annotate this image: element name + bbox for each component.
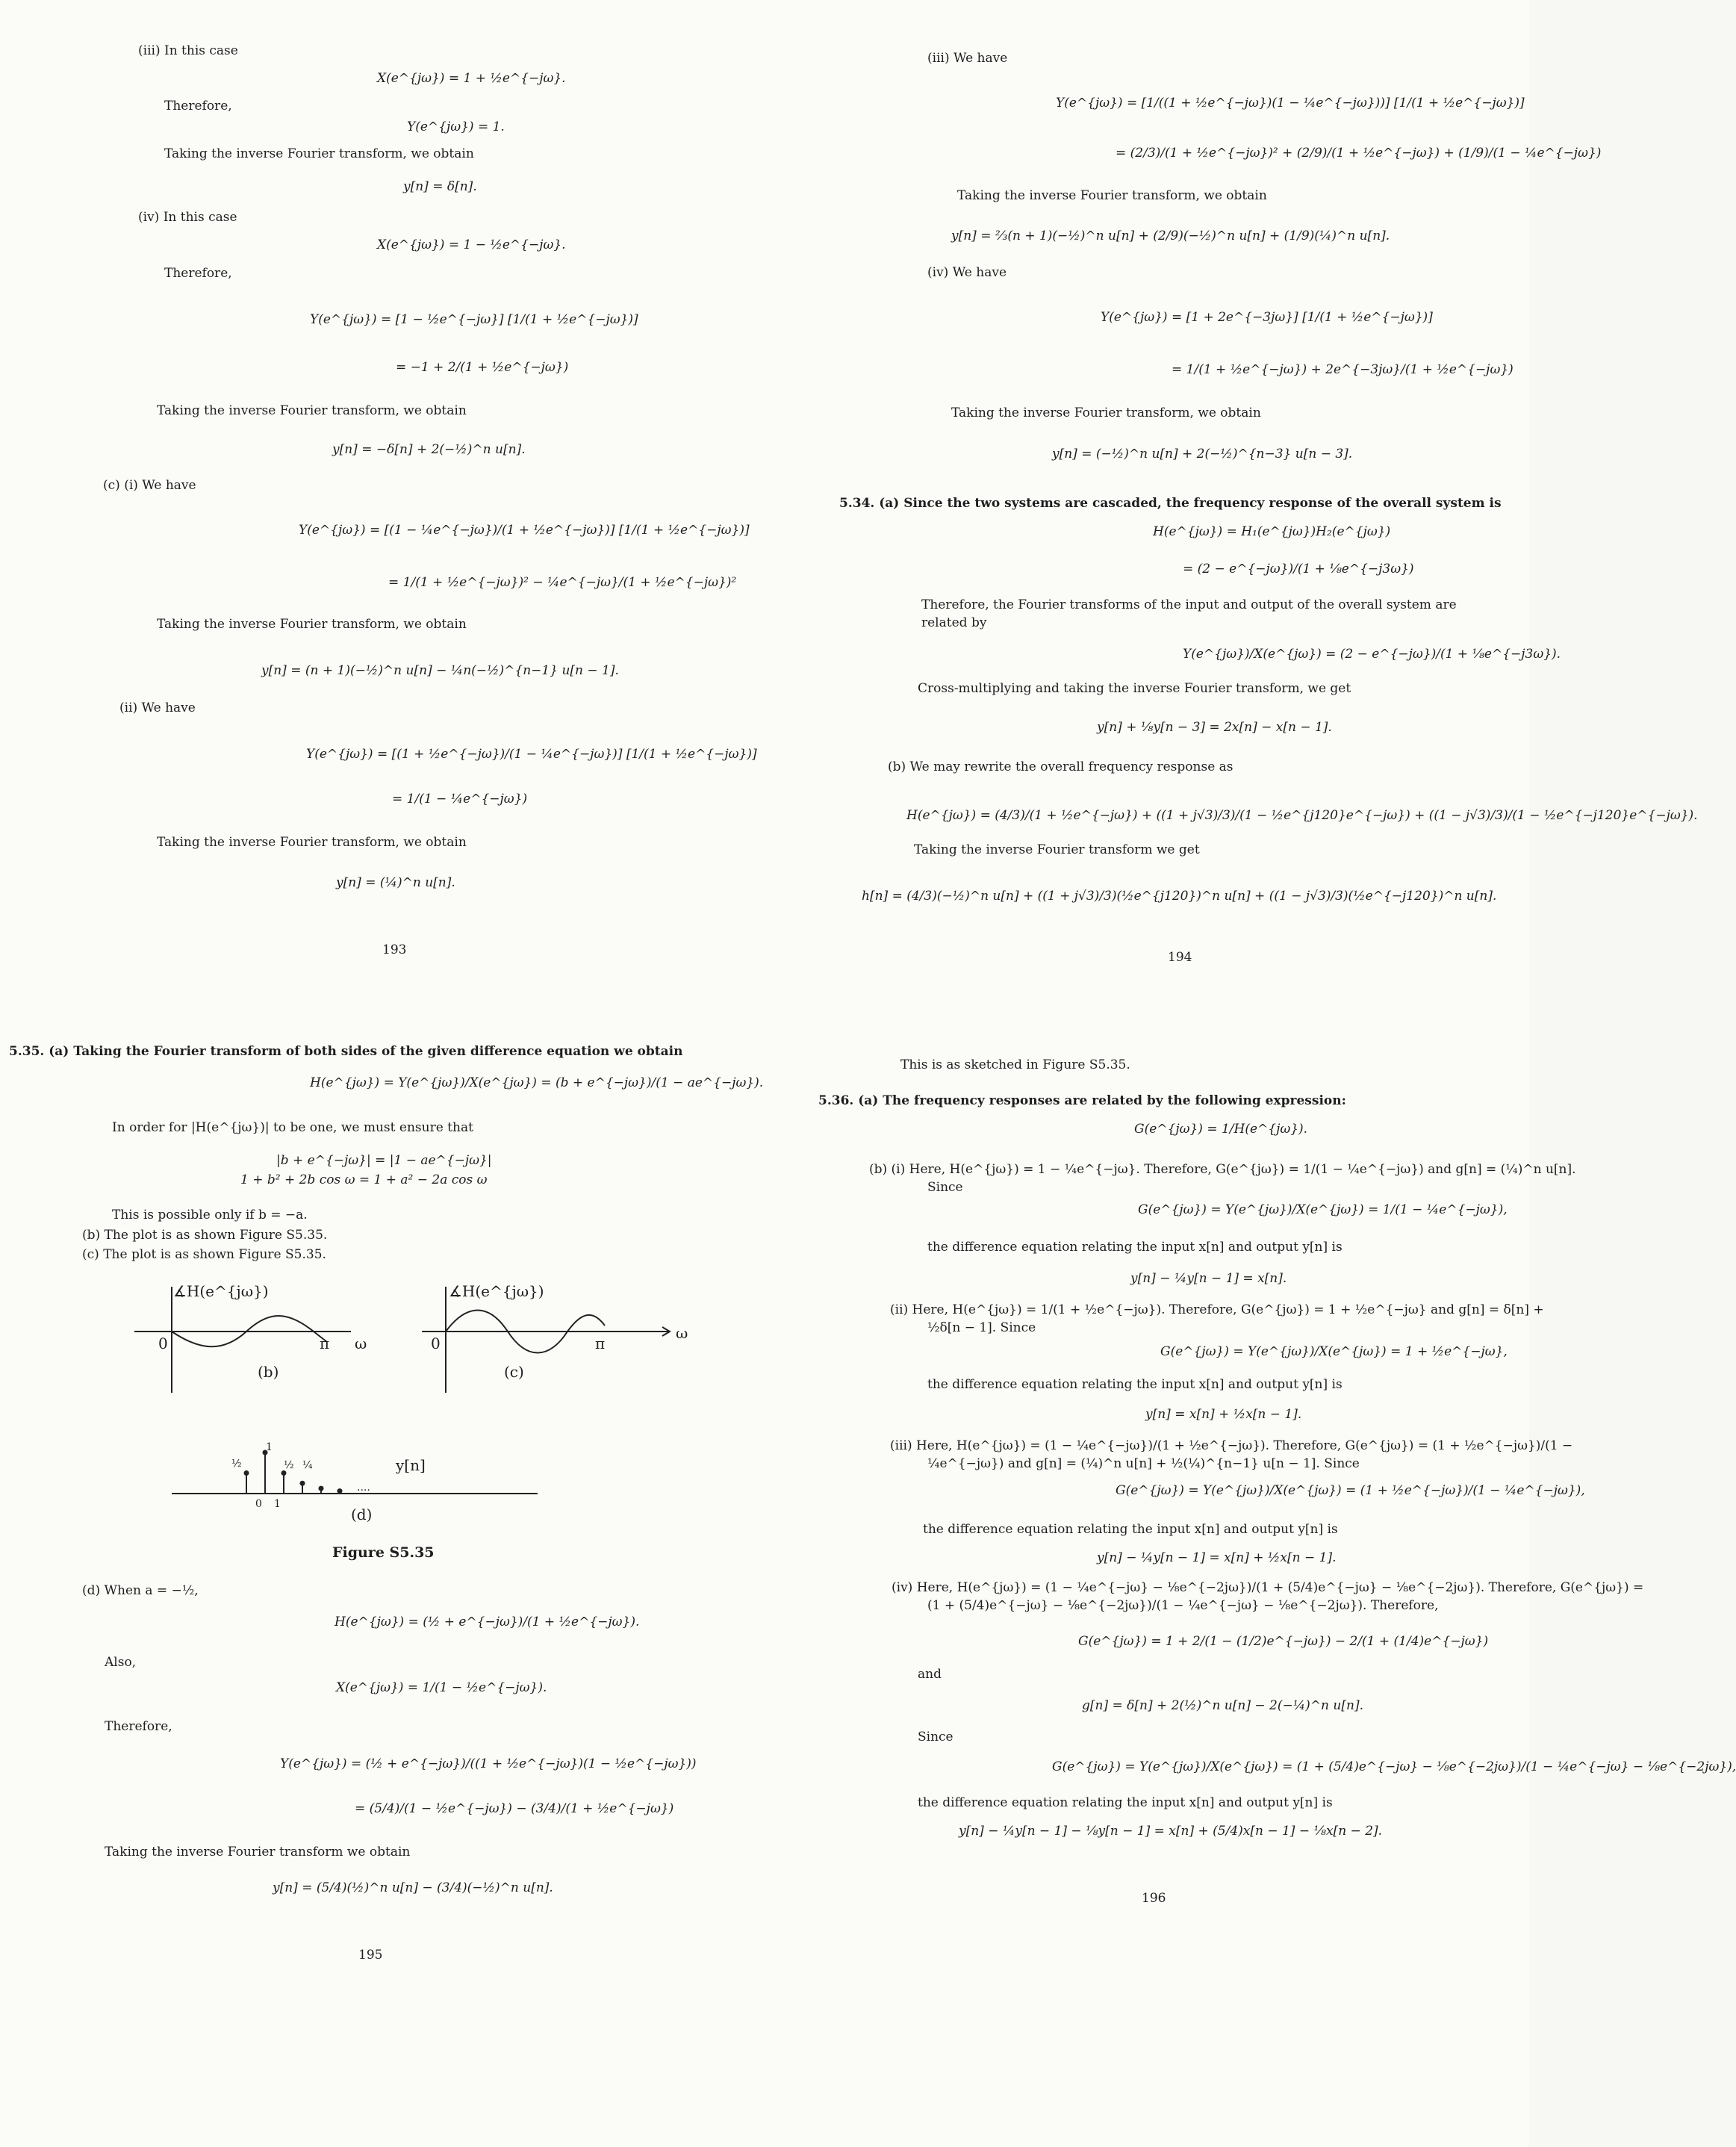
- text-line: ¼e^{−jω}) and g[n] = (¼)^n u[n] + ½(¼)^{n−1} u[n − 1]. Since: [927, 1456, 1360, 1471]
- pi-label: π: [595, 1335, 606, 1352]
- text-line: Therefore,: [164, 99, 232, 114]
- omega-label: ω: [676, 1324, 688, 1342]
- equation: = (5/4)/(1 − ½e^{−jω}) − (3/4)/(1 + ½e^{−jω}): [355, 1801, 674, 1816]
- equation: y[n] = δ[n].: [403, 179, 477, 194]
- tick-label-one: 1: [274, 1498, 281, 1510]
- text-line: (b) (i) Here, H(e^{jω}) = 1 − ¼e^{−jω}. Therefore, G(e^{jω}) = 1/(1 − ¼e^{−jω}) and g[n] = (¼)^n u[n].: [869, 1162, 1576, 1177]
- equation: y[n] − ¼y[n − 1] = x[n].: [1130, 1271, 1287, 1286]
- text-line: the difference equation relating the input x[n] and output y[n] is: [927, 1377, 1343, 1392]
- equation: y[n] + ⅛y[n − 3] = 2x[n] − x[n − 1].: [1097, 720, 1332, 735]
- equation: y[n] = (5/4)(½)^n u[n] − (3/4)(−½)^n u[n].: [273, 1880, 553, 1895]
- stem-marker: [300, 1481, 305, 1486]
- equation: y[n] = −δ[n] + 2(−½)^n u[n].: [332, 442, 526, 457]
- text-line: the difference equation relating the input x[n] and output y[n] is: [918, 1795, 1333, 1810]
- text-line: Taking the inverse Fourier transform, we obtain: [957, 188, 1267, 203]
- page-194: [765, 0, 1698, 1023]
- figure-caption: Figure S5.35: [332, 1544, 435, 1561]
- phase-axis-label: ∡H(e^{jω}): [173, 1282, 269, 1300]
- equation: y[n] = (¼)^n u[n].: [336, 875, 455, 890]
- text-line: (iv) Here, H(e^{jω}) = (1 − ¼e^{−jω} − ⅛e^{−2jω})/(1 + (5/4)e^{−jω} − ⅛e^{−2jω}). Therefore, G(e^{jω}) =: [892, 1580, 1644, 1595]
- stem-plot-d: [172, 1441, 545, 1523]
- problem-heading: 5.34. (a) Since the two systems are cascaded, the frequency response of the overall system is: [839, 496, 1502, 511]
- text-line: (iv) In this case: [138, 210, 237, 225]
- origin-label: 0: [431, 1335, 441, 1352]
- text-line: (d) When a = −½,: [82, 1583, 199, 1598]
- page-number: 195: [358, 1948, 383, 1963]
- phase-axis-label: ∡H(e^{jω}): [449, 1282, 544, 1300]
- text-line: (b) We may rewrite the overall frequency response as: [888, 759, 1233, 774]
- equation: X(e^{jω}) = 1 + ½e^{−jω}.: [377, 71, 566, 86]
- pi-label: π: [320, 1335, 330, 1352]
- equation: y[n] = (−½)^n u[n] + 2(−½)^{n−3} u[n − 3].: [1052, 447, 1353, 462]
- stem-marker: [244, 1470, 249, 1476]
- text-line: Taking the inverse Fourier transform we get: [914, 842, 1200, 857]
- equation: h[n] = (4/3)(−½)^n u[n] + ((1 + j√3)/3)(½e^{j120})^n u[n] + ((1 − j√3)/3)(½e^{−j120})^n u[n].: [862, 889, 1497, 904]
- equation: = 1/(1 + ½e^{−jω}) + 2e^{−3jω}/(1 + ½e^{−jω}): [1172, 362, 1513, 377]
- omega-label: ω: [355, 1335, 367, 1352]
- text-line: Taking the inverse Fourier transform, we obtain: [164, 146, 474, 161]
- equation: Y(e^{jω}) = (½ + e^{−jω})/((1 + ½e^{−jω})(1 − ½e^{−jω})): [280, 1756, 697, 1771]
- equation: G(e^{jω}) = Y(e^{jω})/X(e^{jω}) = 1 + ½e^{−jω},: [1160, 1344, 1508, 1359]
- text-line: Since: [918, 1730, 953, 1744]
- equation: y[n] − ¼y[n − 1] = x[n] + ½x[n − 1].: [1097, 1550, 1337, 1565]
- text-line: (ii) Here, H(e^{jω}) = 1/(1 + ½e^{−jω}). Therefore, G(e^{jω}) = 1 + ½e^{−jω} and g[n] = δ[n] +: [890, 1302, 1544, 1317]
- equation: y[n] = x[n] + ½x[n − 1].: [1145, 1407, 1302, 1422]
- text-line: related by: [921, 615, 987, 630]
- text-line: Taking the inverse Fourier transform we obtain: [105, 1845, 411, 1859]
- phase-plot-b: [134, 1281, 373, 1393]
- equation: G(e^{jω}) = 1/H(e^{jω}).: [1134, 1122, 1308, 1137]
- text-line: and: [918, 1667, 942, 1682]
- equation: H(e^{jω}) = Y(e^{jω})/X(e^{jω}) = (b + e^{−jω})/(1 − ae^{−jω}).: [310, 1075, 764, 1090]
- text-line: (c) (i) We have: [103, 478, 196, 493]
- equation: 1 + b² + 2b cos ω = 1 + a² − 2a cos ω: [240, 1172, 488, 1187]
- stem-label-one: 1: [266, 1441, 273, 1453]
- equation: |b + e^{−jω}| = |1 − ae^{−jω}|: [276, 1153, 492, 1168]
- equation: Y(e^{jω}) = [1/((1 + ½e^{−jω})(1 − ¼e^{−jω}))] [1/(1 + ½e^{−jω})]: [1056, 96, 1525, 111]
- equation: H(e^{jω}) = H₁(e^{jω})H₂(e^{jω}): [1153, 524, 1391, 539]
- equation: y[n] = (n + 1)(−½)^n u[n] − ¼n(−½)^{n−1} u[n − 1].: [261, 663, 619, 678]
- text-line: (iii) We have: [927, 51, 1008, 66]
- text-line: (iii) Here, H(e^{jω}) = (1 − ¼e^{−jω})/(1 + ½e^{−jω}). Therefore, G(e^{jω}) = (1 + ½e^{−jω})/(1 −: [890, 1438, 1573, 1453]
- subfigure-tag: (b): [258, 1363, 279, 1381]
- stem-label-half: ½: [231, 1458, 242, 1470]
- stem-axis-label: y[n]: [396, 1456, 426, 1474]
- text-line: (1 + (5/4)e^{−jω} − ⅛e^{−2jω})/(1 − ¼e^{−jω} − ⅛e^{−2jω}). Therefore,: [927, 1598, 1439, 1613]
- text-line: In order for |H(e^{jω})| to be one, we must ensure that: [112, 1120, 473, 1135]
- equation: Y(e^{jω}) = [(1 + ½e^{−jω})/(1 − ¼e^{−jω})] [1/(1 + ½e^{−jω})]: [306, 747, 757, 762]
- problem-heading: 5.35. (a) Taking the Fourier transform of both sides of the given difference equation we obtain: [9, 1044, 683, 1059]
- text-line: (ii) We have: [119, 700, 196, 715]
- equation: G(e^{jω}) = Y(e^{jω})/X(e^{jω}) = (1 + ½e^{−jω})/(1 − ¼e^{−jω}),: [1116, 1483, 1585, 1498]
- tick-label-zero: 0: [255, 1498, 262, 1510]
- text-line: Therefore,: [164, 266, 232, 281]
- text-line: Taking the inverse Fourier transform, we obtain: [157, 835, 467, 850]
- text-line: Since: [927, 1180, 963, 1195]
- equation: Y(e^{jω}) = [1 + 2e^{−3jω}] [1/(1 + ½e^{−jω})]: [1101, 310, 1433, 325]
- equation: G(e^{jω}) = 1 + 2/(1 − (1/2)e^{−jω}) − 2/(1 + (1/4)e^{−jω}): [1078, 1634, 1489, 1649]
- text-line: (c) The plot is as shown Figure S5.35.: [82, 1247, 326, 1262]
- text-line: Therefore,: [105, 1719, 172, 1734]
- text-line: the difference equation relating the input x[n] and output y[n] is: [927, 1240, 1343, 1255]
- text-line: Taking the inverse Fourier transform, we obtain: [157, 617, 467, 632]
- subfigure-tag: (d): [351, 1506, 373, 1523]
- page-195: [0, 1023, 765, 2147]
- subfigure-tag: (c): [504, 1363, 524, 1381]
- equation: Y(e^{jω}) = [(1 − ¼e^{−jω})/(1 + ½e^{−jω})] [1/(1 + ½e^{−jω})]: [299, 523, 750, 538]
- equation: = 1/(1 + ½e^{−jω})² − ¼e^{−jω}/(1 + ½e^{−jω})²: [388, 575, 737, 590]
- text-line: (iii) In this case: [138, 43, 238, 58]
- text-line: This is possible only if b = −a.: [112, 1208, 308, 1222]
- equation: Y(e^{jω}) = 1.: [407, 119, 505, 134]
- page-number: 194: [1168, 950, 1192, 965]
- equation: y[n] = ⅔(n + 1)(−½)^n u[n] + (2/9)(−½)^n u[n] + (1/9)(¼)^n u[n].: [951, 229, 1390, 243]
- text-line: the difference equation relating the input x[n] and output y[n] is: [923, 1522, 1338, 1537]
- stem-marker: [337, 1488, 343, 1494]
- text-line: Also,: [105, 1655, 137, 1670]
- text-line: Taking the inverse Fourier transform, we obtain: [157, 403, 467, 418]
- equation: G(e^{jω}) = Y(e^{jω})/X(e^{jω}) = 1/(1 − ¼e^{−jω}),: [1138, 1202, 1508, 1217]
- equation: G(e^{jω}) = Y(e^{jω})/X(e^{jω}) = (1 + (5/4)e^{−jω} − ⅛e^{−2jω})/(1 − ¼e^{−jω} − ⅛e^{−2jω}),: [1052, 1759, 1736, 1774]
- text-line: Therefore, the Fourier transforms of the input and output of the overall system are: [921, 597, 1457, 612]
- equation: X(e^{jω}) = 1/(1 − ½e^{−jω}).: [336, 1680, 547, 1695]
- stem-label-half: ½: [284, 1459, 294, 1471]
- equation: X(e^{jω}) = 1 − ½e^{−jω}.: [377, 237, 566, 252]
- page-number: 193: [382, 942, 407, 957]
- equation: H(e^{jω}) = (4/3)/(1 + ½e^{−jω}) + ((1 + j√3)/3)/(1 − ½e^{j120}e^{−jω}) + ((1 − j√3)/3)/(1 − ½e^{−j120}e^{−jω}).: [906, 808, 1698, 823]
- stem-marker: [319, 1486, 324, 1491]
- page-number: 196: [1142, 1891, 1166, 1906]
- stem-label-quarter: ¼: [302, 1459, 313, 1471]
- equation: = (2 − e^{−jω})/(1 + ⅛e^{−j3ω}): [1183, 562, 1414, 577]
- equation: = (2/3)/(1 + ½e^{−jω})² + (2/9)/(1 + ½e^{−jω}) + (1/9)/(1 − ¼e^{−jω}): [1116, 146, 1602, 161]
- equation: = 1/(1 − ¼e^{−jω}): [392, 792, 528, 807]
- equation: H(e^{jω}) = (½ + e^{−jω})/(1 + ½e^{−jω}).: [335, 1615, 640, 1629]
- text-line: (iv) We have: [927, 265, 1007, 280]
- equation: Y(e^{jω}) = [1 − ½e^{−jω}] [1/(1 + ½e^{−jω})]: [310, 312, 638, 327]
- text-line: (b) The plot is as shown Figure S5.35.: [82, 1228, 328, 1243]
- equation: y[n] − ¼y[n − 1] − ⅛y[n − 1] = x[n] + (5/4)x[n − 1] − ⅛x[n − 2].: [959, 1824, 1383, 1839]
- page-193: [0, 0, 765, 1023]
- stem-marker: [281, 1470, 287, 1476]
- page-196: [765, 1023, 1736, 2147]
- text-line: Taking the inverse Fourier transform, we obtain: [951, 406, 1261, 420]
- text-line: This is as sketched in Figure S5.35.: [900, 1057, 1130, 1072]
- equation: g[n] = δ[n] + 2(½)^n u[n] − 2(−¼)^n u[n].: [1082, 1698, 1363, 1713]
- origin-label: 0: [158, 1335, 168, 1352]
- text-line: ½δ[n − 1]. Since: [927, 1320, 1036, 1335]
- continuation-dots: ....: [357, 1482, 370, 1494]
- equation: = −1 + 2/(1 + ½e^{−jω}): [396, 360, 569, 375]
- equation: Y(e^{jω})/X(e^{jω}) = (2 − e^{−jω})/(1 + ⅛e^{−j3ω}).: [1183, 647, 1561, 662]
- text-line: Cross-multiplying and taking the inverse Fourier transform, we get: [918, 681, 1351, 696]
- phase-plot-c: [422, 1281, 698, 1393]
- problem-heading: 5.36. (a) The frequency responses are related by the following expression:: [818, 1093, 1346, 1108]
